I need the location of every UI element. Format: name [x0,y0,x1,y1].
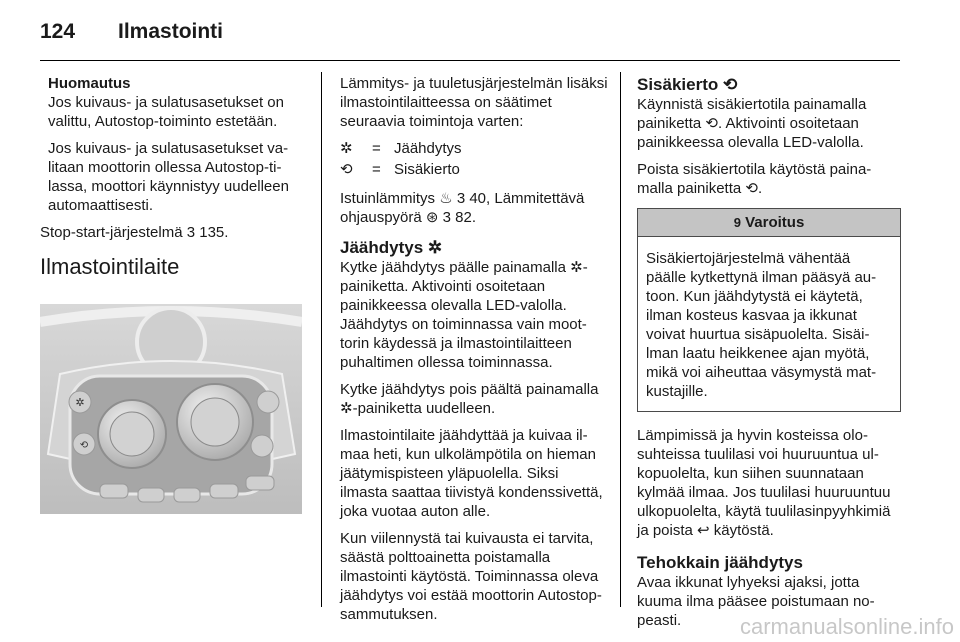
cooling-title: Jäähdytys [340,238,424,257]
column-2 [340,74,608,632]
page-ref-arrow-icon: 3 [186,224,196,241]
reference-text: Stop-start-järjestelmä [40,224,183,241]
header-rule [40,60,900,61]
text-span: -painiketta. Aktivointi osoitetaan painikkeessa olevalla LED-valolla. Jäähdytys on toiminnassa vain moottorin käydessä ja ilmastointilaitteen puhaltimen ollessa toiminnassa. [340,259,588,371]
warning-title: Varoitus [745,214,805,231]
reference-page: 135. [199,224,229,241]
text-span: Lämpimissä ja hyvin kosteissa olosuhteissa tuulilasi voi huuruuntua ulkopuolelta, kun siihen suunnataan kylmää ilmaa. Jos tuulilasi huuruuntuu ulkopuolelta, käytä tuulilasinpyyhkimiä ja poista [637,427,891,539]
recirculation-button-icon: ↩ [697,522,710,539]
note-heading: Huomautus [48,75,131,92]
watermark: carmanualsonline.info [739,614,954,639]
cross-references [340,189,608,227]
recirculation-icon: ⟲ [745,180,758,197]
text-span: Poista sisäkiertotila käytöstä painamalla painiketta [637,161,872,197]
column-divider-1 [321,72,322,607]
legend-row-cooling [340,139,466,160]
note-paragraph-2: Jos kuivaus- ja sulatusasetukset valitaan moottorin ollessa Autostop-tilassa, moottori käynnistyy uudelleen automaattisesti. [48,140,289,214]
recirculation-paragraph-1 [637,95,901,152]
recirculation-heading [637,74,901,95]
snowflake-icon: ✲ [427,238,443,257]
cooling-paragraph-1 [340,258,608,372]
note-box [40,74,306,215]
warning-text: Sisäkiertojärjestelmä vähentää päälle kytkettynä ilman pääsyä autoon. Kun jäähdytystä ei käytetä, ilman kosteus kasvaa ja ikkunat voivat huurtua sisäpuolelta. Sisäilman laatu heikkenee ajan myötä, mikä voi aiheuttaa väsymystä matkustajille. [646,250,877,400]
text-span: Kytke jäähdytys pois päältä painamalla [340,381,599,398]
legend-row-recirculation [340,160,466,181]
reference-page: 82. [455,209,477,226]
section-title: Ilmastointilaite [40,254,180,279]
warning-header [638,209,900,237]
steering-wheel-icon: ⊛ [425,209,439,226]
text-span: . Aktivointi osoitetaan painikkeessa olevalla LED-valolla. [637,115,864,151]
cooling-paragraph-2 [340,380,608,418]
text-span: -painiketta uudelleen. [352,400,496,417]
control-legend [340,139,466,181]
page-ref-arrow-icon: 3 [442,209,451,226]
cooling-heading [340,237,608,258]
heated-steering-wheel-ref: ohjauspyörä [340,209,422,226]
recirculation-icon: ⟲ [340,161,353,178]
snowflake-icon: ✲ [340,140,353,157]
stop-start-reference [40,223,306,242]
column-divider-2 [620,72,621,607]
snowflake-icon: ✲ [340,400,353,417]
column-3 [637,74,901,638]
reference-page: 40, Lämmitettävä [469,190,585,207]
recirculation-icon: ⟲ [705,115,718,132]
legend-equals: = [372,161,381,178]
intro-paragraph: Lämmitys- ja tuuletusjärjestelmän lisäksi ilmastointilaitteessa on säätimet seuraavia toimintoja varten: [340,75,608,130]
max-cooling-heading: Tehokkain jäähdytys [637,553,803,572]
snowflake-icon: ✲ [570,259,583,276]
cooling-paragraph-3: Ilmastointilaite jäähdyttää ja kuivaa ilmaa heti, kun ulkolämpötila on hieman jäätymispisteen yläpuolella. Siksi ilmasta saattaa tiivistyä kondenssivettä, joka vuotaa auton alle. [340,427,603,520]
humidity-paragraph [637,426,901,540]
text-span: käytöstä. [713,522,774,539]
max-cooling-paragraph: Avaa ikkunat lyhyeksi ajaksi, jotta kuuma ilma pääsee poistumaan nopeasti. [637,574,875,629]
climate-control-panel-image [40,304,302,514]
seat-heating-ref: Istuinlämmitys [340,190,436,207]
page-header [0,0,960,60]
svg-text:✲: ✲ [75,396,85,409]
page-ref-arrow-icon: 3 [456,190,466,207]
legend-label: Jäähdytys [394,140,462,157]
column-1 [40,74,306,519]
text-span: Kytke jäähdytys päälle painamalla [340,259,566,276]
warning-triangle-icon: 9 [733,215,741,230]
recirculation-title: Sisäkierto [637,75,719,94]
recirculation-paragraph-2 [637,160,901,198]
chapter-title: Ilmastointi [118,20,224,43]
seat-heating-icon: ♨ [439,190,453,207]
cooling-paragraph-4: Kun viilennystä tai kuivausta ei tarvita, säästä polttoainetta poistamalla ilmastointi käytöstä. Toiminnassa oleva jäähdytys voi estää moottorin Autostop-sammutuksen. [340,530,602,623]
warning-box [637,208,901,412]
text-span: . [757,180,763,197]
note-paragraph-1: Jos kuivaus- ja sulatusasetukset on valittu, Autostop-toiminto estetään. [48,94,284,130]
legend-label: Sisäkierto [394,161,460,178]
page-number: 124 [40,20,76,43]
text-span: Käynnistä sisäkiertotila painamalla painiketta [637,96,867,132]
legend-equals: = [372,140,381,157]
recirculation-icon: ⟲ [723,75,738,94]
svg-text:⟲: ⟲ [79,440,89,451]
